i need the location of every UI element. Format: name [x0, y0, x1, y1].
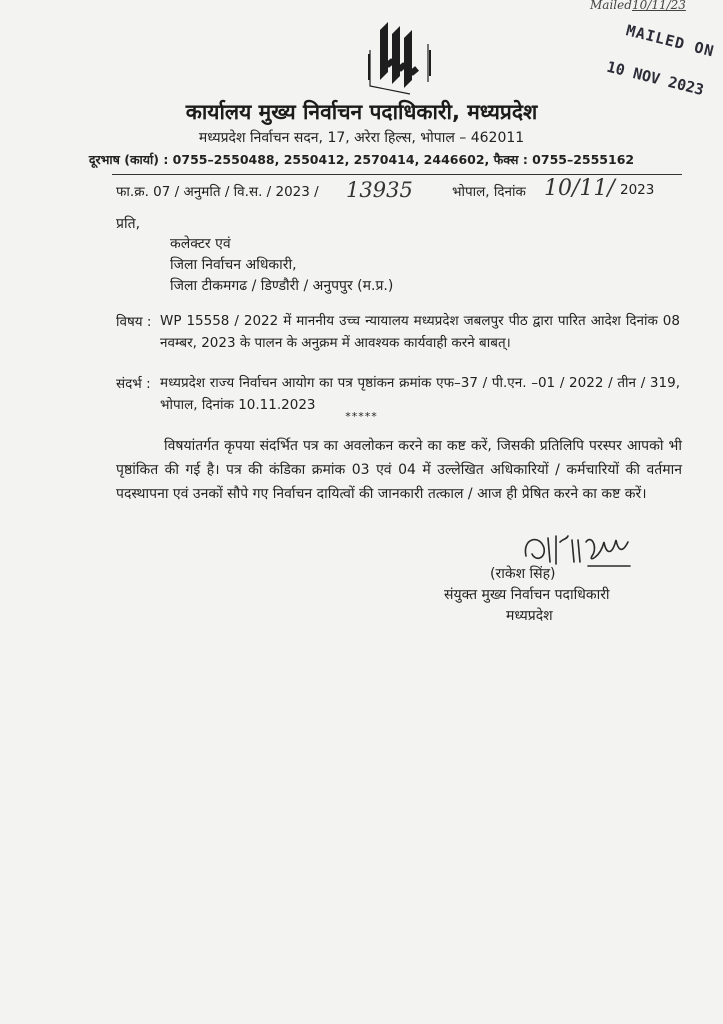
office-title: कार्यालय मुख्य निर्वाचन पदाधिकारी, मध्यप्रदेश: [185, 100, 538, 124]
office-phone-fax: दूरभाष (कार्या) : 0755–2550488, 2550412, 2570414, 2446602, फैक्स : 0755–2555162: [88, 152, 635, 167]
stamp-date: 10 NOV 2023: [604, 57, 706, 100]
subject-text: WP 15558 / 2022 में माननीय उच्च न्यायालय मध्यप्रदेश जबलपुर पीठ द्वारा पारित आदेश दिनांक 08 नवम्बर, 2023 के पालन के अनुक्रम में आवश्यक कार्यवाही करने बाबत्।: [160, 313, 680, 351]
recipient-line: जिला टीकमगढ / डिण्डौरी / अनुपपुर (म.प्र.): [170, 278, 394, 294]
file-number-handwritten: 13935: [346, 178, 413, 202]
recipient-salutation: प्रति,: [116, 216, 141, 232]
stamp-label: MAILED ON: [624, 21, 717, 61]
place-date-label: भोपाल, दिनांक: [452, 184, 526, 200]
separator-stars: *****: [345, 410, 378, 423]
office-address: मध्यप्रदेश निर्वाचन सदन, 17, अरेरा हिल्स, भोपाल – 462011: [198, 130, 525, 146]
election-commission-logo: [366, 20, 436, 96]
date-handwritten: 10/11/: [544, 176, 615, 201]
signatory-state: मध्यप्रदेश: [506, 608, 553, 624]
mailed-note-date: 10/11/23: [632, 0, 686, 12]
subject-label: विषय :: [116, 314, 152, 330]
mailed-note-label: Mailed: [590, 0, 632, 12]
file-number: फा.क्र. 07 / अनुमति / वि.स. / 2023 /: [116, 184, 319, 200]
recipient-line: जिला निर्वाचन अधिकारी,: [170, 257, 297, 273]
reference-label: संदर्भ :: [116, 376, 151, 392]
reference-text: मध्यप्रदेश राज्य निर्वाचन आयोग का पत्र पृष्ठांकन क्रमांक एफ–37 / पी.एन. –01 / 2022 / तीन / 319, भोपाल, दिनांक 10.11.2023: [160, 375, 680, 413]
signatory-designation: संयुक्त मुख्य निर्वाचन पदाधिकारी: [444, 587, 610, 603]
letter-body: विषयांतर्गत कृपया संदर्भित पत्र का अवलोकन करने का कष्ट करें, जिसकी प्रतिलिपि परस्पर आपको भी पृष्ठांकित की गई है। पत्र की कंडिका क्रमांक 03 एवं 04 में उल्लेखित अधिकारियों / कर्मचारियों की वर्तमान पदस्थापना एवं उनकों सौपे गए निर्वाचन दायित्वों की जानकारी तत्काल / आज ही प्रेषित करने का कष्ट करें।: [116, 438, 682, 502]
signatory-name: (राकेश सिंह): [490, 566, 556, 582]
date-year: 2023: [620, 182, 655, 198]
header-divider: [112, 174, 682, 175]
recipient-line: कलेक्टर एवं: [170, 236, 231, 252]
